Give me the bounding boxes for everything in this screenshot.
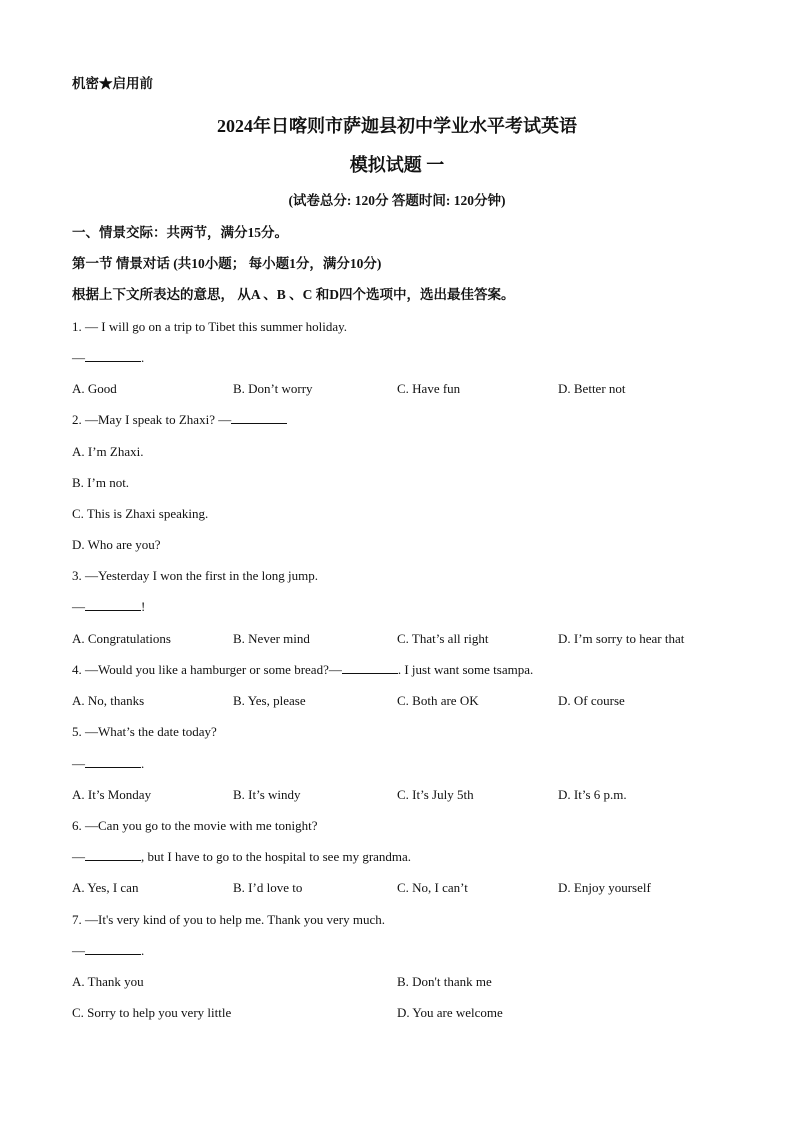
instruction: 根据上下文所表达的意思， 从A 、B 、C 和D四个选项中，选出最佳答案。 xyxy=(72,287,515,302)
option-a: A. Congratulations xyxy=(72,631,171,646)
question-prompt: — I will go on a trip to Tibet this summer holiday. xyxy=(85,319,348,334)
question-number: 3. xyxy=(72,568,82,583)
option-d: D. It’s 6 p.m. xyxy=(558,787,627,802)
option-d: D. Of course xyxy=(558,693,625,708)
option-c: C. Both are OK xyxy=(397,693,479,708)
question-number: 2. xyxy=(72,412,82,427)
exam-info: (试卷总分: 120分 答题时间: 120分钟) xyxy=(288,193,506,208)
answer-blank[interactable] xyxy=(231,412,287,424)
exam-title: 2024年日喀则市萨迦县初中学业水平考试英语 xyxy=(217,116,577,136)
option-a: A. Thank you xyxy=(72,974,144,989)
option-b: B. Never mind xyxy=(233,631,310,646)
part-heading: 第一节 情景对话 (共10小题； 每小题1分，满分10分) xyxy=(72,256,382,271)
punctuation: . xyxy=(141,756,145,771)
option-b: B. Don’t worry xyxy=(233,381,313,396)
punctuation: ! xyxy=(141,599,146,614)
punctuation: . xyxy=(141,943,145,958)
question-1-reply xyxy=(72,350,144,366)
option-c: C. No, I can’t xyxy=(397,880,468,895)
dash: — xyxy=(72,849,85,864)
option-b: B. Don't thank me xyxy=(397,974,492,989)
reply-tail: , but I have to go to the hospital to see my grandma. xyxy=(141,849,412,864)
option-c: C. This is Zhaxi speaking. xyxy=(72,506,209,521)
option-c: C. That’s all right xyxy=(397,631,489,646)
section-heading: 一、情景交际：共两节，满分15分。 xyxy=(72,225,288,240)
answer-blank[interactable] xyxy=(85,599,141,611)
option-a: A. No, thanks xyxy=(72,693,145,708)
question-number: 5. xyxy=(72,724,82,739)
option-c: C. It’s July 5th xyxy=(397,787,474,802)
dash: — xyxy=(72,599,85,614)
answer-blank[interactable] xyxy=(342,662,398,674)
option-a: A. It’s Monday xyxy=(72,787,152,802)
question-7-reply xyxy=(72,943,144,959)
question-prompt: —Can you go to the movie with me tonight? xyxy=(85,818,318,833)
option-d: D. I’m sorry to hear that xyxy=(558,631,685,646)
question-number: 6. xyxy=(72,818,82,833)
dash: — xyxy=(72,943,85,958)
option-a: A. Good xyxy=(72,381,117,396)
question-prompt: —It's very kind of you to help me. Thank you very much. xyxy=(85,912,385,927)
answer-blank[interactable] xyxy=(85,350,141,362)
question-prompt: —Yesterday I won the first in the long jump. xyxy=(85,568,319,583)
dash: — xyxy=(72,756,85,771)
answer-blank[interactable] xyxy=(85,849,141,861)
option-c: C. Sorry to help you very little xyxy=(72,1005,232,1020)
question-prompt: —Would you like a hamburger or some bread?— xyxy=(85,662,342,677)
question-3 xyxy=(72,568,318,584)
answer-blank[interactable] xyxy=(85,943,141,955)
question-1 xyxy=(72,319,347,335)
option-d: D. Enjoy yourself xyxy=(558,880,651,895)
question-prompt-tail: . I just want some tsampa. xyxy=(397,662,534,677)
question-7 xyxy=(72,912,385,928)
option-b: B. Yes, please xyxy=(233,693,306,708)
question-6 xyxy=(72,818,318,834)
option-b: B. It’s windy xyxy=(233,787,301,802)
option-c: C. Have fun xyxy=(397,381,461,396)
option-d: D. Who are you? xyxy=(72,537,161,552)
question-5-reply xyxy=(72,756,144,772)
question-prompt: —May I speak to Zhaxi? — xyxy=(85,412,232,427)
answer-blank[interactable] xyxy=(85,756,141,768)
option-a: A. Yes, I can xyxy=(72,880,139,895)
question-6-reply xyxy=(72,849,411,865)
exam-subtitle: 模拟试题 一 xyxy=(349,155,445,175)
option-d: D. You are welcome xyxy=(397,1005,503,1020)
punctuation: . xyxy=(141,350,145,365)
question-4 xyxy=(72,662,533,678)
option-b: B. I’m not. xyxy=(72,475,130,490)
option-b: B. I’d love to xyxy=(233,880,303,895)
question-number: 1. xyxy=(72,319,82,334)
question-3-reply xyxy=(72,599,145,615)
option-d: D. Better not xyxy=(558,381,626,396)
option-a: A. I’m Zhaxi. xyxy=(72,444,144,459)
question-5 xyxy=(72,724,217,740)
question-number: 4. xyxy=(72,662,82,677)
dash: — xyxy=(72,350,85,365)
question-prompt: —What’s the date today? xyxy=(85,724,217,739)
question-number: 7. xyxy=(72,912,82,927)
confidential-label: 机密★启用前 xyxy=(72,76,153,91)
question-2 xyxy=(72,412,287,428)
